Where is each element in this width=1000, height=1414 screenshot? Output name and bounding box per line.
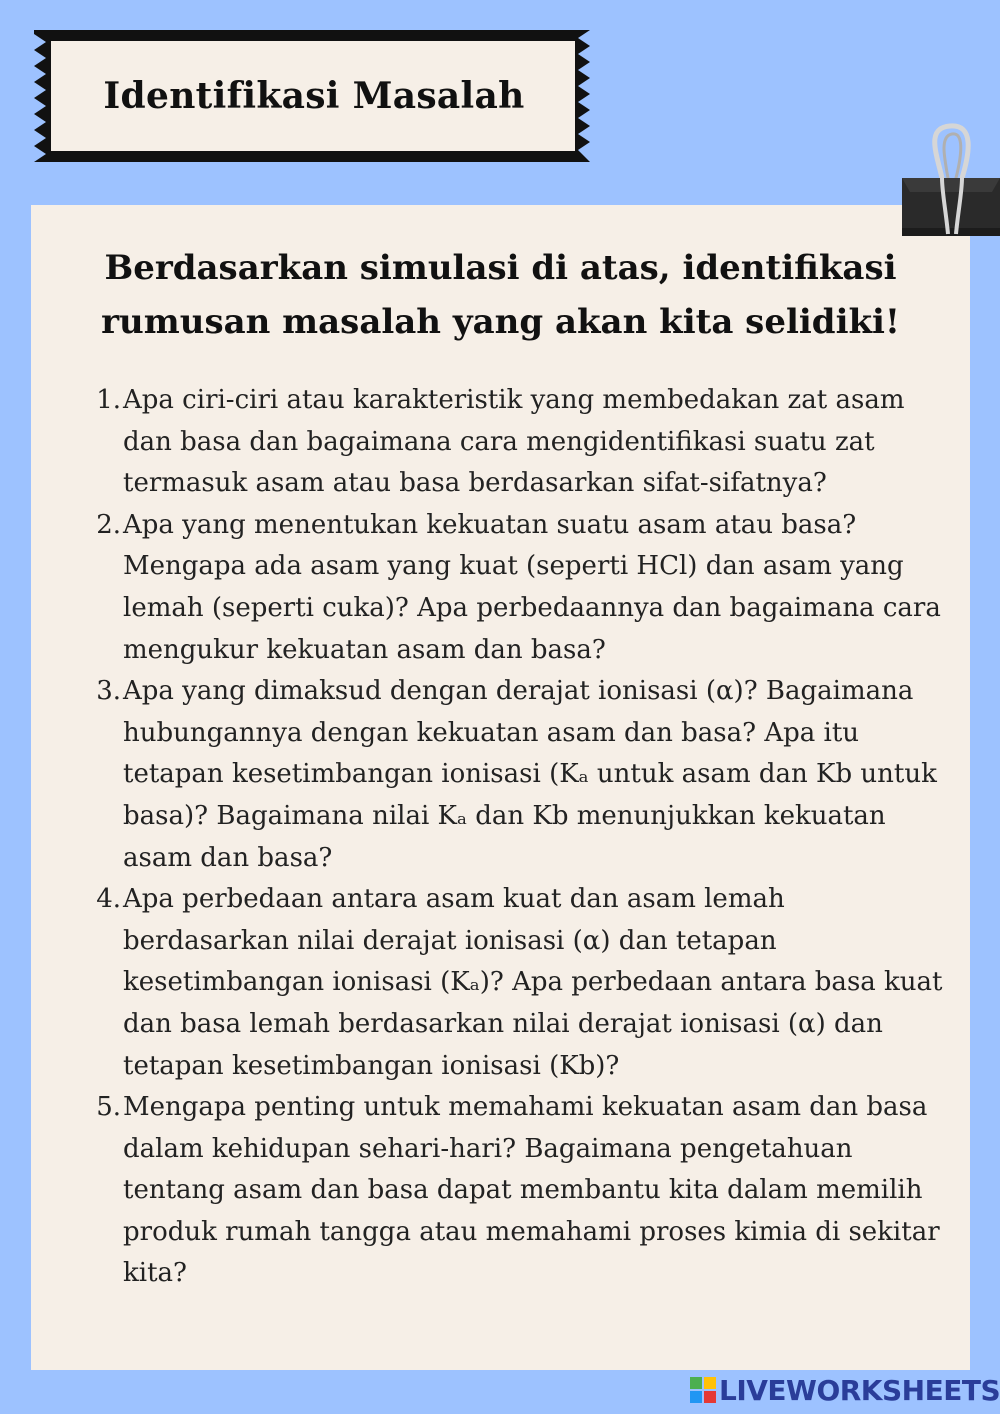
question-number: 1. bbox=[96, 385, 121, 415]
question-text: Apa yang menentukan kekuatan suatu asam atau basa? Mengapa ada asam yang kuat (seperti HCl) dan asam yang lemah (seperti cuka)? Apa perbedaannya dan bagaimana cara mengukur kekuatan asam dan basa? bbox=[123, 509, 941, 665]
question-text: Mengapa penting untuk memahami kekuatan asam dan basa dalam kehidupan sehari-hari? Bagaimana pengetahuan tentang asam dan basa dapat membantu kita dalam memilih produk rumah tangga atau memahami proses kimia di sekitar kita? bbox=[123, 1092, 940, 1289]
question-number: 4. bbox=[96, 884, 121, 915]
heading-line-2: rumusan masalah yang akan kita selidiki! bbox=[101, 302, 900, 342]
page-title: Identifikasi Masalah bbox=[103, 75, 525, 117]
title-banner bbox=[34, 30, 596, 162]
question-item bbox=[61, 671, 961, 879]
watermark-text: LIVEWORKSHEETS bbox=[719, 1373, 1000, 1407]
question-number: 3. bbox=[96, 676, 121, 707]
heading-line-1: Berdasarkan simulasi di atas, identifikasi bbox=[104, 248, 897, 288]
question-item bbox=[61, 1087, 961, 1295]
question-list bbox=[61, 380, 961, 1295]
question-item bbox=[61, 505, 961, 671]
question-item bbox=[61, 380, 961, 505]
content-card bbox=[31, 205, 970, 1370]
question-number: 5. bbox=[96, 1092, 121, 1123]
binder-clip-icon bbox=[896, 122, 1000, 242]
question-item bbox=[61, 879, 961, 1087]
watermark bbox=[690, 1372, 1000, 1408]
question-number: 2. bbox=[96, 509, 121, 540]
instruction-heading bbox=[31, 241, 970, 349]
liveworksheets-logo-icon bbox=[690, 1377, 716, 1403]
question-text: Apa perbedaan antara asam kuat dan asam lemah berdasarkan nilai derajat ionisasi (α) dan tetapan kesetimbangan ionisasi (Kₐ)? Apa perbedaan antara basa kuat dan basa lemah berdasarkan nilai derajat ionisasi (α) dan tetapan kesetimbangan ionisasi (Kb)? bbox=[123, 884, 943, 1081]
question-text: Apa ciri-ciri atau karakteristik yang membedakan zat asam dan basa dan bagaimana cara mengidentifikasi suatu zat termasuk asam atau basa berdasarkan sifat-sifatnya? bbox=[123, 385, 905, 499]
question-text: Apa yang dimaksud dengan derajat ionisasi (α)? Bagaimana hubungannya dengan kekuatan asam dan basa? Apa itu tetapan kesetimbangan ionisasi (Kₐ untuk asam dan Kb untuk basa)? Bagaimana nilai Kₐ dan Kb menunjukkan kekuatan asam dan basa? bbox=[123, 676, 937, 873]
